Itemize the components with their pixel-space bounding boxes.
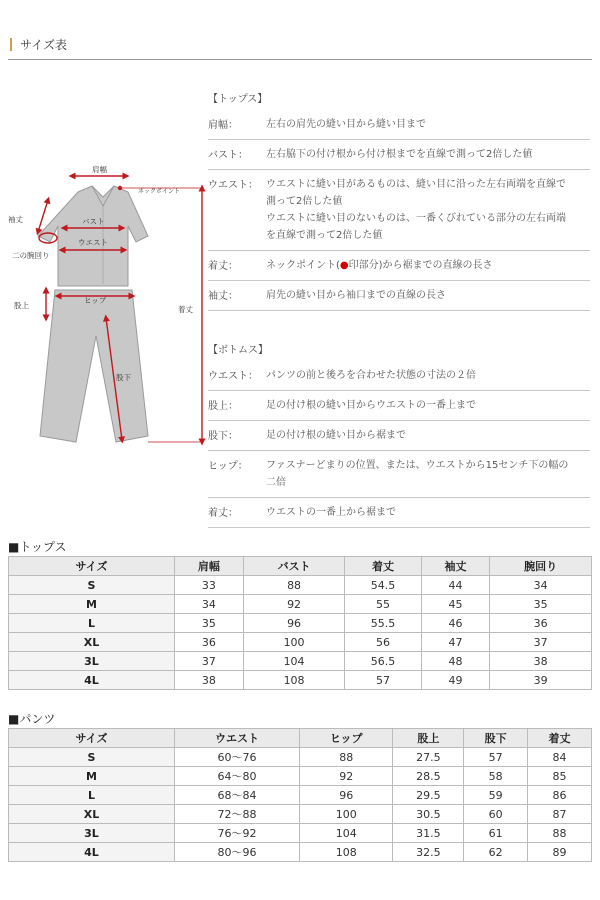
column-header: 腕回り bbox=[490, 557, 592, 576]
size-cell: L bbox=[9, 786, 175, 805]
table-cell: 64～80 bbox=[175, 767, 300, 786]
definition-text: ファスナーどまりの位置、または、ウエストから15センチ下の幅の 二倍 bbox=[266, 460, 569, 488]
table-cell: 37 bbox=[490, 633, 592, 652]
table-row bbox=[9, 748, 592, 767]
size-cell: XL bbox=[9, 805, 175, 824]
definition-term: 股上： bbox=[208, 401, 238, 412]
tops-table-title: ■トップス bbox=[8, 540, 67, 554]
table-cell: 29.5 bbox=[393, 786, 464, 805]
table-cell: 72～88 bbox=[175, 805, 300, 824]
table-cell: 85 bbox=[528, 767, 592, 786]
label-inseam: 股下 bbox=[116, 373, 131, 382]
def-row bbox=[208, 361, 590, 391]
red-dot-icon: ● bbox=[339, 260, 349, 271]
table-cell: 88 bbox=[299, 748, 393, 767]
table-cell: 96 bbox=[243, 614, 345, 633]
table-cell: 44 bbox=[421, 576, 490, 595]
column-header: 袖丈 bbox=[421, 557, 490, 576]
table-cell: 104 bbox=[299, 824, 393, 843]
definition-text: ネックポイント(●印部分)から裾までの直線の長さ bbox=[266, 260, 493, 271]
column-header: サイズ bbox=[9, 729, 175, 748]
size-cell: M bbox=[9, 767, 175, 786]
table-cell: 46 bbox=[421, 614, 490, 633]
definition-term: 着丈： bbox=[208, 261, 238, 272]
table-cell: 36 bbox=[175, 633, 244, 652]
bottoms-definitions-title: 【ボトムス】 bbox=[208, 345, 268, 356]
table-cell: 89 bbox=[528, 843, 592, 862]
definition-term: ヒップ： bbox=[208, 461, 248, 472]
definition-term: バスト： bbox=[208, 150, 248, 161]
table-cell: 68～84 bbox=[175, 786, 300, 805]
pants-shape bbox=[40, 290, 148, 442]
column-header: サイズ bbox=[9, 557, 175, 576]
label-bust: バスト bbox=[82, 217, 105, 226]
size-cell: 4L bbox=[9, 671, 175, 690]
table-cell: 27.5 bbox=[393, 748, 464, 767]
table-cell: 108 bbox=[299, 843, 393, 862]
size-cell: L bbox=[9, 614, 175, 633]
table-cell: 30.5 bbox=[393, 805, 464, 824]
table-cell: 28.5 bbox=[393, 767, 464, 786]
table-cell: 57 bbox=[345, 671, 421, 690]
table-row bbox=[9, 633, 592, 652]
table-cell: 39 bbox=[490, 671, 592, 690]
table-row bbox=[9, 786, 592, 805]
table-cell: 34 bbox=[490, 576, 592, 595]
label-upper-arm: 二の腕回り bbox=[12, 251, 50, 260]
table-row bbox=[9, 595, 592, 614]
tops-size-table bbox=[8, 556, 592, 690]
page-title: サイズ表 bbox=[20, 38, 68, 52]
definition-text: 左右脇下の付け根から付け根までを直線で測って2倍した値 bbox=[266, 149, 533, 160]
definition-text: パンツの前と後ろを合わせた状態の寸法の２倍 bbox=[266, 370, 476, 381]
table-cell: 84 bbox=[528, 748, 592, 767]
table-cell: 60 bbox=[464, 805, 528, 824]
neck-point-dot bbox=[118, 186, 122, 190]
table-cell: 92 bbox=[299, 767, 393, 786]
table-cell: 88 bbox=[243, 576, 345, 595]
table-cell: 58 bbox=[464, 767, 528, 786]
table-cell: 87 bbox=[528, 805, 592, 824]
label-rise: 股上 bbox=[14, 301, 29, 310]
table-cell: 108 bbox=[243, 671, 345, 690]
def-row bbox=[208, 251, 590, 281]
pants-size-table bbox=[8, 728, 592, 862]
definition-term: 袖丈： bbox=[208, 291, 238, 302]
table-cell: 80～96 bbox=[175, 843, 300, 862]
column-header: 股下 bbox=[464, 729, 528, 748]
label-sleeve: 袖丈 bbox=[8, 215, 23, 224]
table-cell: 60～76 bbox=[175, 748, 300, 767]
table-cell: 88 bbox=[528, 824, 592, 843]
label-length: 着丈 bbox=[178, 305, 193, 314]
label-hip: ヒップ bbox=[84, 296, 107, 305]
size-cell: S bbox=[9, 748, 175, 767]
table-cell: 33 bbox=[175, 576, 244, 595]
table-row bbox=[9, 767, 592, 786]
table-cell: 100 bbox=[243, 633, 345, 652]
size-cell: XL bbox=[9, 633, 175, 652]
table-cell: 56.5 bbox=[345, 652, 421, 671]
table-row bbox=[9, 805, 592, 824]
definition-text: ウエストに縫い目があるものは、縫い目に沿った左右両端を直線で 測って2倍した値 ウエストに縫い目のないものは、一番くびれている部分の左右両端 を直線で測って2倍した値 bbox=[266, 179, 566, 241]
table-cell: 96 bbox=[299, 786, 393, 805]
column-header: ウエスト bbox=[175, 729, 300, 748]
table-row bbox=[9, 652, 592, 671]
column-header: 股上 bbox=[393, 729, 464, 748]
size-cell: M bbox=[9, 595, 175, 614]
label-neck-point: ネックポイント bbox=[138, 188, 181, 195]
column-header: 着丈 bbox=[345, 557, 421, 576]
table-cell: 47 bbox=[421, 633, 490, 652]
measurement-definitions bbox=[208, 90, 590, 528]
column-header: バスト bbox=[243, 557, 345, 576]
table-cell: 57 bbox=[464, 748, 528, 767]
definition-term: 着丈： bbox=[208, 508, 238, 519]
def-row bbox=[208, 451, 590, 498]
def-row bbox=[208, 110, 590, 140]
table-cell: 49 bbox=[421, 671, 490, 690]
size-cell: 4L bbox=[9, 843, 175, 862]
definition-text: 肩先の縫い目から袖口までの直線の長さ bbox=[266, 290, 446, 301]
tops-definitions-title: 【トップス】 bbox=[208, 94, 268, 105]
label-waist: ウエスト bbox=[78, 238, 108, 247]
size-cell: 3L bbox=[9, 652, 175, 671]
table-cell: 86 bbox=[528, 786, 592, 805]
table-cell: 31.5 bbox=[393, 824, 464, 843]
table-cell: 32.5 bbox=[393, 843, 464, 862]
table-cell: 48 bbox=[421, 652, 490, 671]
table-row bbox=[9, 824, 592, 843]
table-cell: 56 bbox=[345, 633, 421, 652]
column-header: 着丈 bbox=[528, 729, 592, 748]
table-cell: 59 bbox=[464, 786, 528, 805]
definition-term: ウエスト： bbox=[208, 180, 258, 191]
header-accent-bar bbox=[10, 38, 12, 51]
table-row bbox=[9, 614, 592, 633]
size-cell: 3L bbox=[9, 824, 175, 843]
table-cell: 76～92 bbox=[175, 824, 300, 843]
def-row bbox=[208, 391, 590, 421]
definition-term: 股下： bbox=[208, 431, 238, 442]
column-header: ヒップ bbox=[299, 729, 393, 748]
table-cell: 36 bbox=[490, 614, 592, 633]
pants-table-title: ■パンツ bbox=[8, 712, 56, 726]
table-header-row bbox=[9, 729, 592, 748]
size-cell: S bbox=[9, 576, 175, 595]
def-row bbox=[208, 170, 590, 251]
definition-text: 足の付け根の縫い目からウエストの一番上まで bbox=[266, 400, 476, 411]
table-cell: 35 bbox=[175, 614, 244, 633]
table-cell: 35 bbox=[490, 595, 592, 614]
table-cell: 54.5 bbox=[345, 576, 421, 595]
label-shoulder: 肩幅 bbox=[92, 165, 107, 174]
definition-text: 左右の肩先の縫い目から縫い目まで bbox=[266, 119, 426, 130]
table-cell: 62 bbox=[464, 843, 528, 862]
table-cell: 100 bbox=[299, 805, 393, 824]
definition-text: 足の付け根の縫い目から裾まで bbox=[266, 430, 406, 441]
table-cell: 34 bbox=[175, 595, 244, 614]
table-cell: 55 bbox=[345, 595, 421, 614]
def-row bbox=[208, 140, 590, 170]
table-cell: 37 bbox=[175, 652, 244, 671]
def-row bbox=[208, 281, 590, 311]
definition-text: ウエストの一番上から裾まで bbox=[266, 507, 396, 518]
def-row bbox=[208, 498, 590, 528]
shirt-shape bbox=[38, 186, 148, 286]
table-cell: 92 bbox=[243, 595, 345, 614]
table-cell: 38 bbox=[175, 671, 244, 690]
column-header: 肩幅 bbox=[175, 557, 244, 576]
table-row bbox=[9, 671, 592, 690]
table-cell: 61 bbox=[464, 824, 528, 843]
def-row bbox=[208, 421, 590, 451]
table-row bbox=[9, 843, 592, 862]
page-header bbox=[8, 36, 592, 60]
table-cell: 55.5 bbox=[345, 614, 421, 633]
table-header-row bbox=[9, 557, 592, 576]
table-cell: 45 bbox=[421, 595, 490, 614]
definition-term: ウエスト： bbox=[208, 371, 258, 382]
garment-diagram bbox=[0, 150, 210, 450]
table-cell: 104 bbox=[243, 652, 345, 671]
table-row bbox=[9, 576, 592, 595]
table-cell: 38 bbox=[490, 652, 592, 671]
definition-term: 肩幅： bbox=[208, 120, 238, 131]
